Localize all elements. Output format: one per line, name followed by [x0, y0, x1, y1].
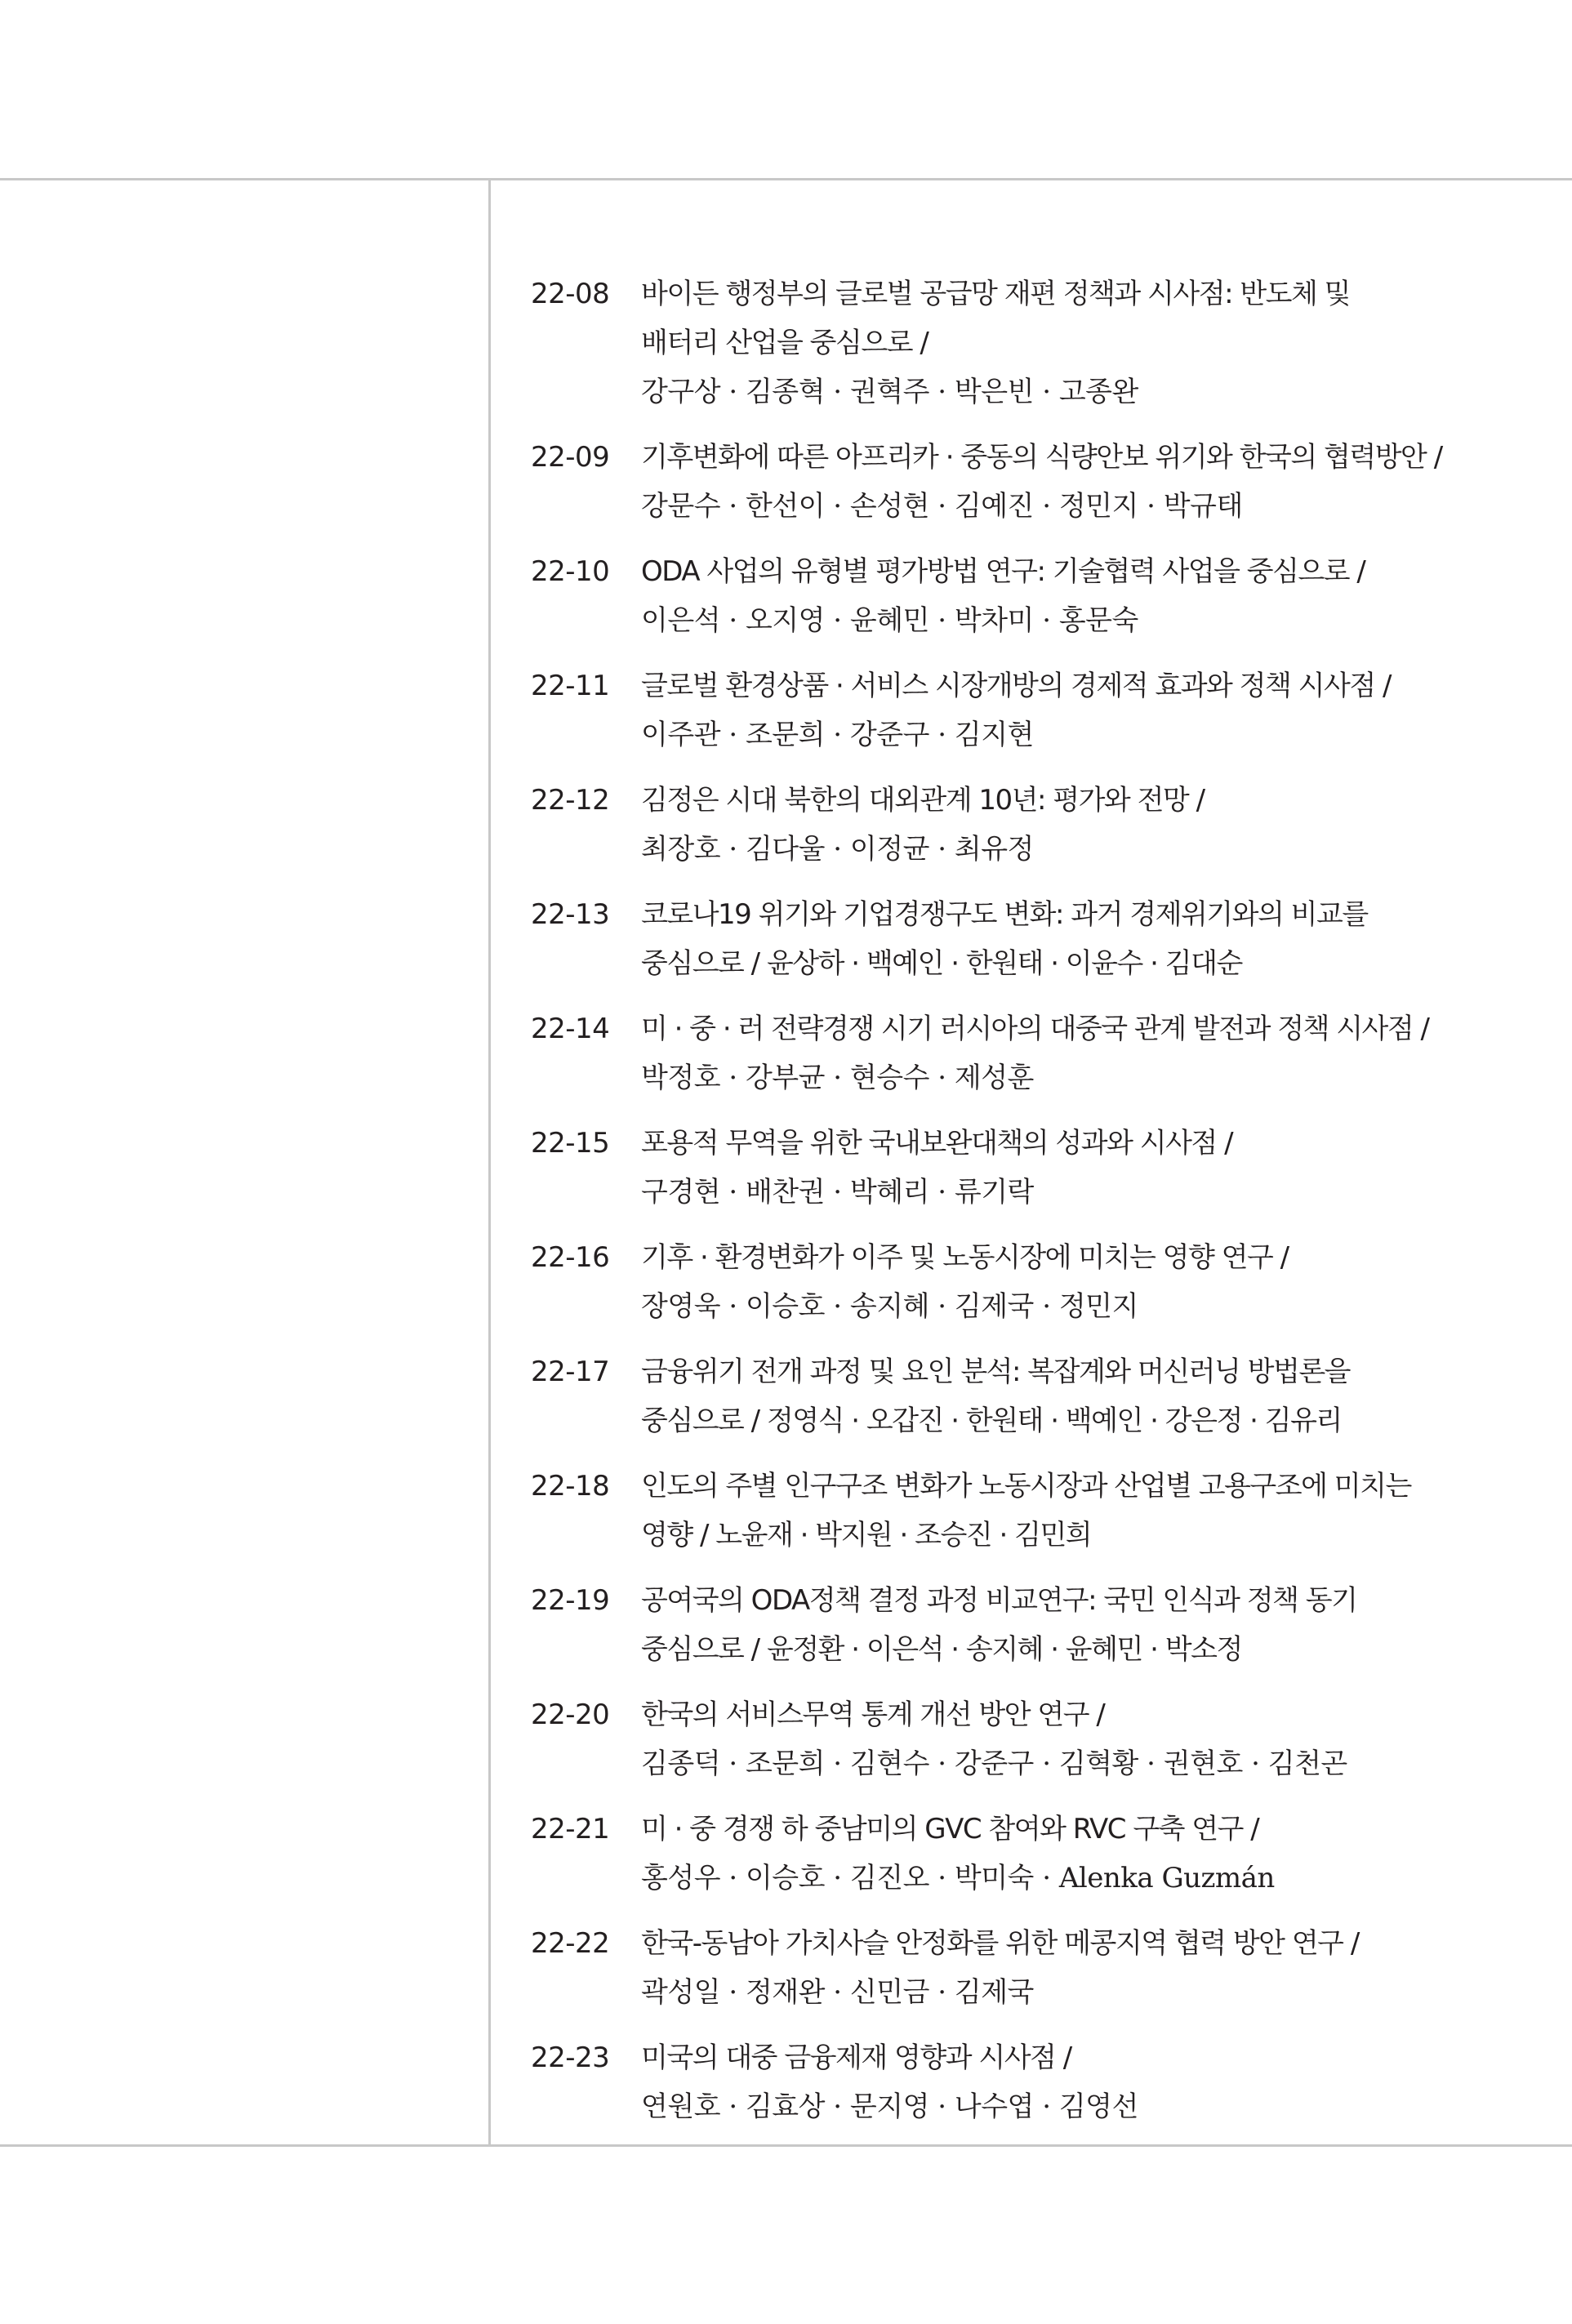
publication-title-line: 기후변화에 따른 아프리카 · 중동의 식량안보 위기와 한국의 협력방안 /	[641, 441, 1442, 474]
publication-number: 22-11	[531, 670, 610, 702]
publication-entry	[531, 890, 1494, 988]
publication-entry	[531, 1462, 1494, 1560]
publication-number: 22-14	[531, 1013, 610, 1045]
publication-number: 22-18	[531, 1470, 610, 1503]
publication-authors: 홍성우 · 이승호 · 김진오 · 박미숙 · Alenka Guzmán	[641, 1862, 1275, 1894]
publication-entry	[531, 2033, 1494, 2131]
publication-entry	[531, 776, 1494, 874]
publication-authors: 박정호 · 강부균 · 현승수 · 제성훈	[641, 1062, 1034, 1094]
publication-title-line: 미 · 중 경쟁 하 중남미의 GVC 참여와 RVC 구축 연구 /	[641, 1813, 1259, 1845]
publication-details	[641, 1576, 1494, 1674]
publication-authors: 연원호 · 김효상 · 문지영 · 나수엽 · 김영선	[641, 2090, 1138, 2123]
publication-entry	[531, 433, 1494, 531]
publication-entry	[531, 1690, 1494, 1788]
top-rule	[0, 178, 1572, 180]
publication-details	[641, 1347, 1494, 1445]
publication-entry	[531, 1004, 1494, 1102]
publication-number: 22-23	[531, 2041, 610, 2074]
publication-title-line: 미 · 중 · 러 전략경쟁 시기 러시아의 대중국 관계 발전과 정책 시사점 /	[641, 1013, 1429, 1045]
publication-title-line: 바이든 행정부의 글로벌 공급망 재편 정책과 시사점: 반도체 및	[641, 278, 1351, 310]
publication-title-line: 미국의 대중 금융제재 영향과 시사점 /	[641, 2041, 1071, 2074]
publication-title-line: 기후 · 환경변화가 이주 및 노동시장에 미치는 영향 연구 /	[641, 1241, 1289, 1274]
publication-details	[641, 776, 1494, 874]
publication-authors: 장영욱 · 이승호 · 송지혜 · 김제국 · 정민지	[641, 1290, 1138, 1323]
publication-number: 22-13	[531, 898, 610, 931]
publication-entry	[531, 1347, 1494, 1445]
publication-number: 22-12	[531, 784, 610, 817]
publication-entry	[531, 661, 1494, 759]
publication-title-line: 글로벌 환경상품 · 서비스 시장개방의 경제적 효과와 정책 시사점 /	[641, 670, 1391, 702]
publication-title-line: 중심으로 / 정영식 · 오갑진 · 한원태 · 백예인 · 강은정 · 김유리	[641, 1405, 1342, 1437]
publication-title-line: ODA 사업의 유형별 평가방법 연구: 기술협력 사업을 중심으로 /	[641, 555, 1365, 588]
publication-details	[641, 2033, 1494, 2131]
publication-details	[641, 1919, 1494, 2017]
publication-number: 22-22	[531, 1927, 610, 1960]
publication-details	[641, 1004, 1494, 1102]
publication-entry	[531, 1805, 1494, 1903]
publication-authors: 최장호 · 김다울 · 이정균 · 최유정	[641, 833, 1034, 866]
publication-number: 22-15	[531, 1127, 610, 1160]
publication-authors: 이주관 · 조문희 · 강준구 · 김지현	[641, 719, 1034, 751]
publication-details	[641, 1233, 1494, 1331]
publication-entry	[531, 1119, 1494, 1217]
publication-authors: 곽성일 · 정재완 · 신민금 · 김제국	[641, 1976, 1034, 2009]
publication-title-line: 중심으로 / 윤정환 · 이은석 · 송지혜 · 윤혜민 · 박소정	[641, 1633, 1242, 1666]
publication-details	[641, 269, 1494, 416]
publication-entry	[531, 1919, 1494, 2017]
publication-title-line: 한국-동남아 가치사슬 안정화를 위한 메콩지역 협력 방안 연구 /	[641, 1927, 1359, 1960]
publication-title-line: 영향 / 노윤재 · 박지원 · 조승진 · 김민희	[641, 1519, 1092, 1552]
publication-authors: 이은석 · 오지영 · 윤혜민 · 박차미 · 홍문숙	[641, 604, 1138, 637]
publication-details	[641, 661, 1494, 759]
publication-number: 22-10	[531, 555, 610, 588]
publication-details	[641, 547, 1494, 645]
publication-entry	[531, 1233, 1494, 1331]
publication-details	[641, 1119, 1494, 1217]
publication-details	[641, 1462, 1494, 1560]
publication-authors: 강문수 · 한선이 · 손성현 · 김예진 · 정민지 · 박규태	[641, 490, 1243, 523]
publication-details	[641, 433, 1494, 531]
publication-details	[641, 890, 1494, 988]
publication-details	[641, 1690, 1494, 1788]
publication-title-line: 금융위기 전개 과정 및 요인 분석: 복잡계와 머신러닝 방법론을	[641, 1356, 1351, 1388]
publication-title-line: 배터리 산업을 중심으로 /	[641, 327, 929, 359]
publication-entry	[531, 547, 1494, 645]
publication-number: 22-09	[531, 441, 610, 474]
publication-details	[641, 1805, 1494, 1903]
publication-title-line: 중심으로 / 윤상하 · 백예인 · 한원태 · 이윤수 · 김대순	[641, 947, 1242, 980]
publication-title-line: 한국의 서비스무역 통계 개선 방안 연구 /	[641, 1698, 1105, 1731]
publication-entry	[531, 269, 1494, 416]
publication-authors: 강구상 · 김종혁 · 권혁주 · 박은빈 · 고종완	[641, 376, 1138, 408]
margin-rule	[488, 178, 491, 2147]
publication-number: 22-19	[531, 1584, 610, 1617]
publication-title-line: 포용적 무역을 위한 국내보완대책의 성과와 시사점 /	[641, 1127, 1233, 1160]
publication-number: 22-08	[531, 278, 610, 310]
publication-title-line: 공여국의 ODA정책 결정 과정 비교연구: 국민 인식과 정책 동기	[641, 1584, 1357, 1617]
publication-authors: 김종덕 · 조문희 · 김현수 · 강준구 · 김혁황 · 권현호 · 김천곤	[641, 1747, 1347, 1780]
publication-number: 22-21	[531, 1813, 610, 1845]
publication-title-line: 코로나19 위기와 기업경쟁구도 변화: 과거 경제위기와의 비교를	[641, 898, 1368, 931]
publication-number: 22-17	[531, 1356, 610, 1388]
publication-list	[531, 269, 1494, 2148]
publication-authors: 구경현 · 배찬권 · 박혜리 · 류기락	[641, 1176, 1034, 1209]
publication-number: 22-20	[531, 1698, 610, 1731]
publication-title-line: 인도의 주별 인구구조 변화가 노동시장과 산업별 고용구조에 미치는	[641, 1470, 1411, 1503]
publication-entry	[531, 1576, 1494, 1674]
publication-title-line: 김정은 시대 북한의 대외관계 10년: 평가와 전망 /	[641, 784, 1205, 817]
publication-number: 22-16	[531, 1241, 610, 1274]
